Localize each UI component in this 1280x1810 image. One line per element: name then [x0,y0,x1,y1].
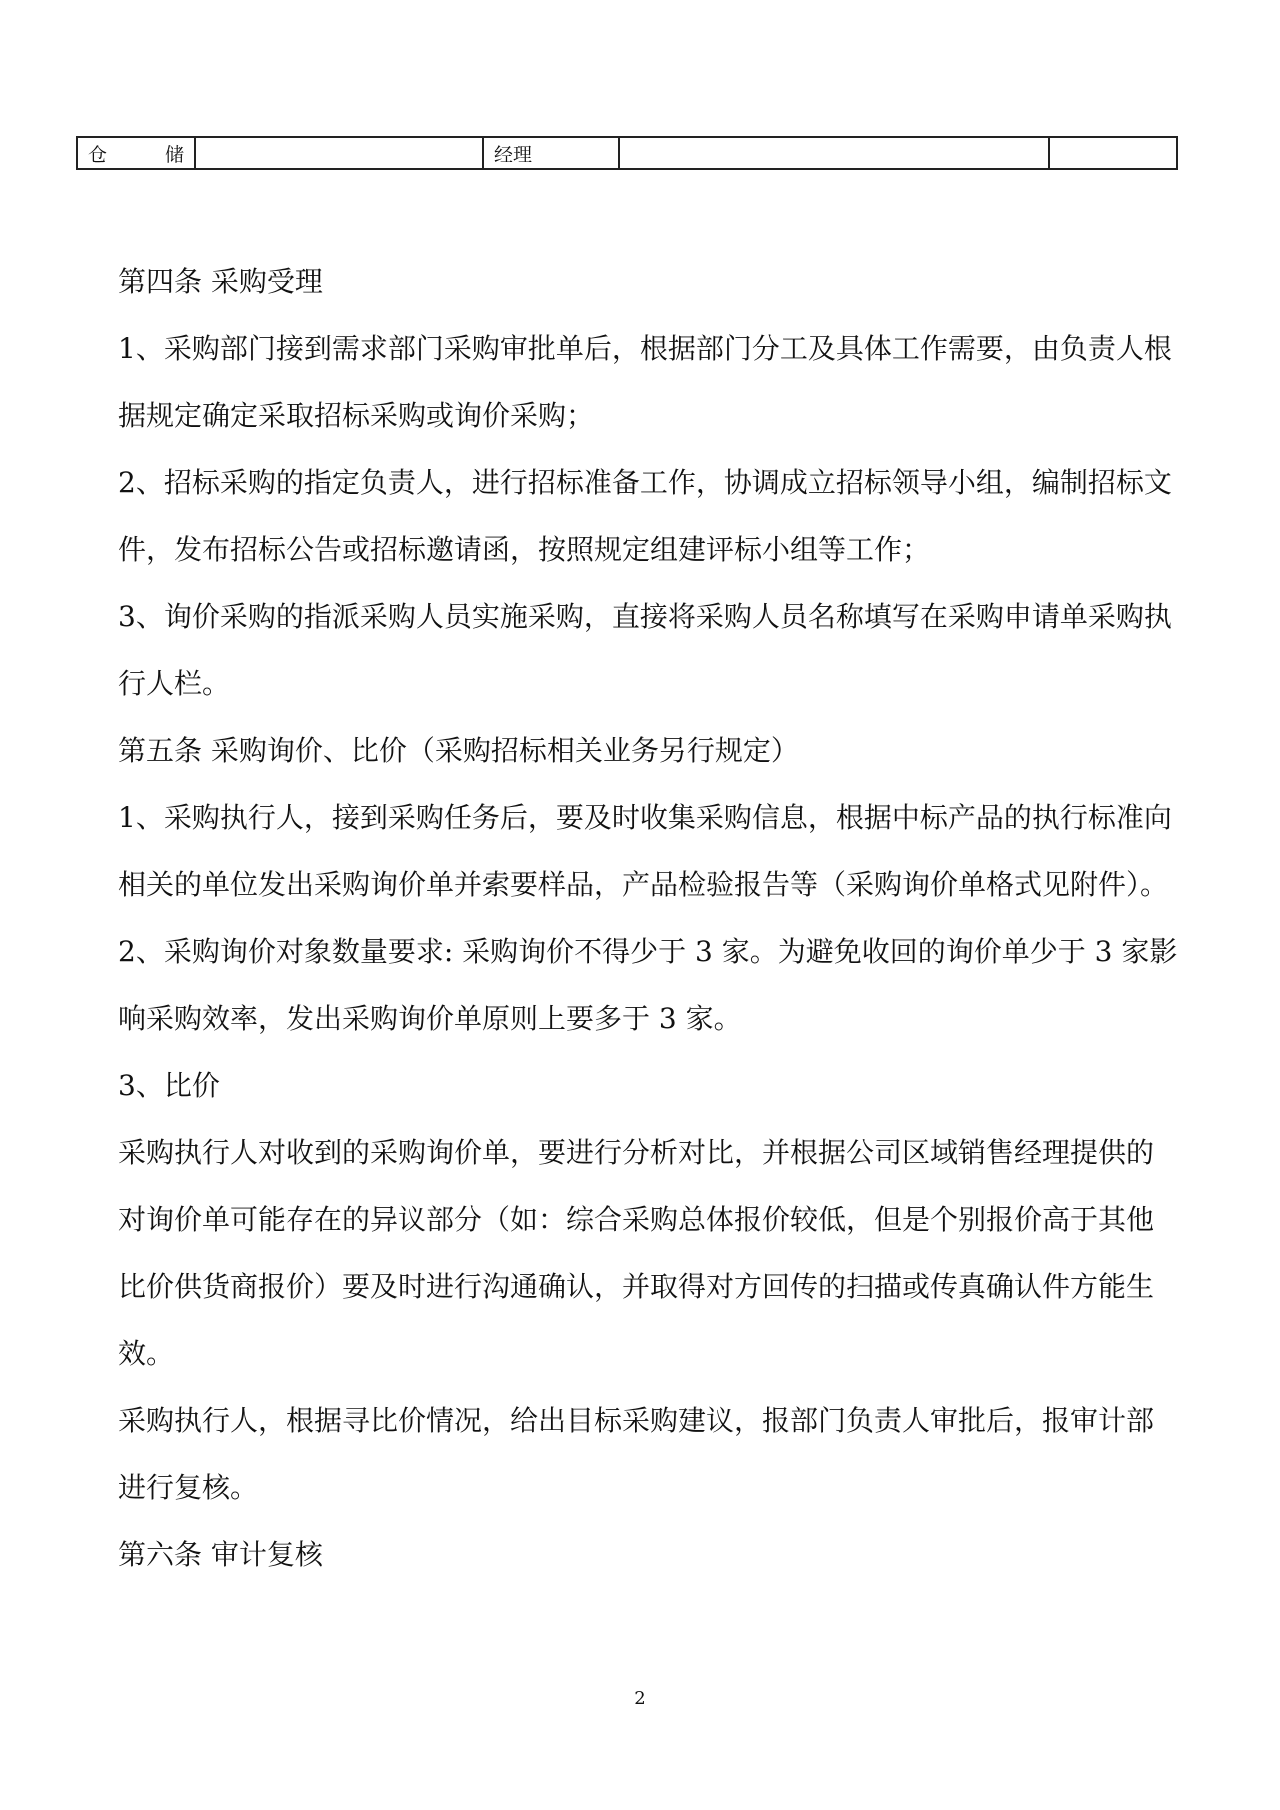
table-cell-blank-3 [1049,137,1177,169]
paragraph: 1、采购执行人，接到采购任务后，要及时收集采购信息，根据中标产品的执行标准向相关的单位发出采购询价单并索要样品，产品检验报告等（采购询价单格式见附件）。 [118,801,1172,901]
paragraph: 3、比价 [118,1069,220,1102]
table-cell-blank-2 [619,137,1049,169]
table-cell-warehouse [77,137,195,169]
paragraph: 2、采购询价对象数量要求: 采购询价不得少于 3 家。为避免收回的询价单少于 3 家影响采购效率，发出采购询价单原则上要多于 3 家。 [118,935,1178,1035]
paragraph: 1、采购部门接到需求部门采购审批单后，根据部门分工及具体工作需要，由负责人根据规定确定采取招标采购或询价采购； [118,332,1172,432]
signature-table [76,136,1178,170]
paragraph: 采购执行人，根据寻比价情况，给出目标采购建议，报部门负责人审批后，报审计部进行复核。 [118,1404,1155,1504]
table-cell-manager-label: 经理 [483,137,619,169]
paragraph: 2、招标采购的指定负责人，进行招标准备工作，协调成立招标领导小组，编制招标文件，发布招标公告或招标邀请函，按照规定组建评标小组等工作； [118,466,1172,566]
table-cell-blank-1 [195,137,483,169]
section-heading-article-6: 第六条 审计复核 [118,1538,323,1571]
section-heading-article-5: 第五条 采购询价、比价（采购招标相关业务另行规定） [118,734,799,767]
section-heading-article-4: 第四条 采购受理 [118,265,323,298]
page-number: 2 [634,1688,646,1709]
paragraph: 3、询价采购的指派采购人员实施采购，直接将采购人员名称填写在采购申请单采购执行人栏。 [118,600,1172,700]
warehouse-label-char-1: 仓 [88,143,108,166]
table-row [77,137,1177,169]
paragraph: 采购执行人对收到的采购询价单，要进行分析对比，并根据公司区域销售经理提供的对询价单可能存在的异议部分（如：综合采购总体报价较低，但是个别报价高于其他比价供货商报价）要及时进行沟通确认，并取得对方回传的扫描或传真确认件方能生效。 [118,1136,1155,1370]
document-body [118,248,1178,1588]
warehouse-label-char-2: 储 [164,143,184,166]
